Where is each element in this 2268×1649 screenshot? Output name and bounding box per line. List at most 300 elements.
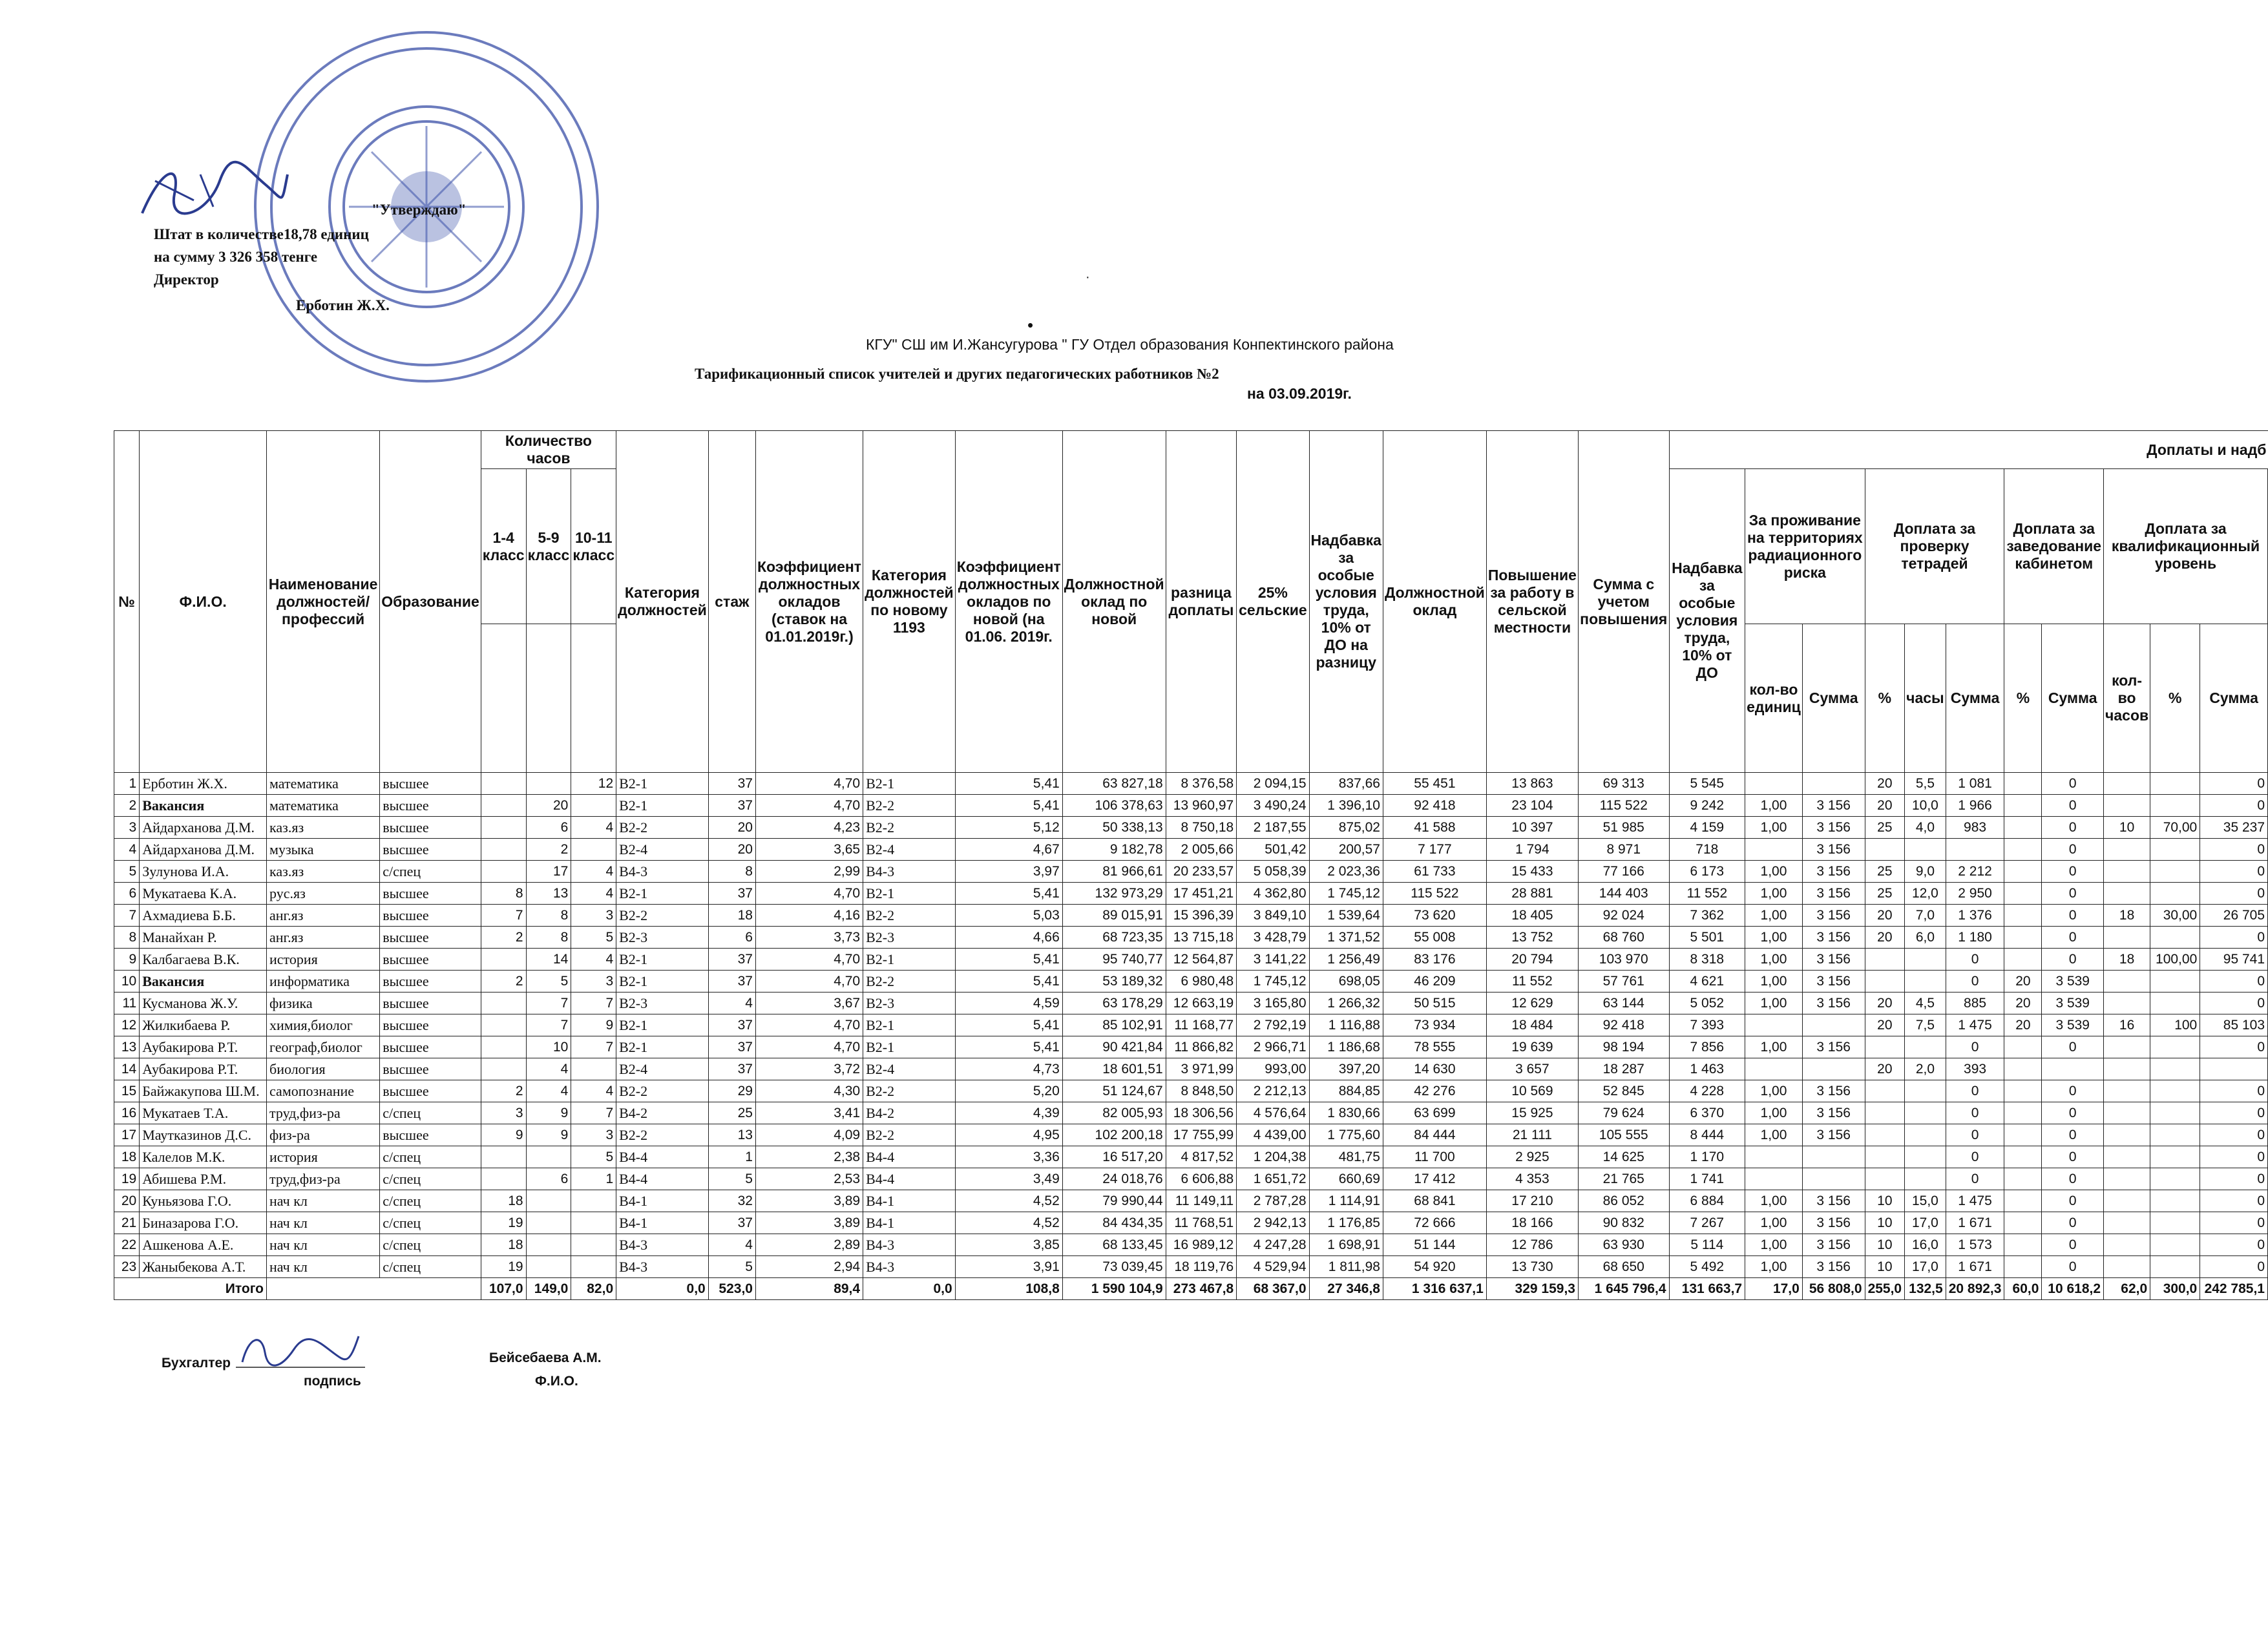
education-cell: с/спец [380, 1234, 481, 1256]
salary-new-cell: 63 178,29 [1062, 993, 1166, 1014]
rural-raise-cell: 10 397 [1486, 817, 1578, 839]
notebook-pct-cell: 10 [1865, 1256, 1905, 1278]
special-diff-cell: 1 396,10 [1309, 795, 1383, 817]
teacher-name: Ахмадиева Б.Б. [140, 905, 267, 927]
qual-sum-cell: 0 [2200, 1036, 2268, 1058]
rad-units-cell: 1,00 [1745, 817, 1803, 839]
rural-25-cell: 2 787,28 [1237, 1190, 1309, 1212]
notebook-pct-cell: 20 [1865, 993, 1905, 1014]
position-cell: нач кл [267, 1190, 380, 1212]
notebook-hours-cell: 6,0 [1905, 927, 1946, 949]
hours-5-9-cell: 9 [526, 1102, 571, 1124]
rad-sum-cell: 3 156 [1802, 839, 1865, 861]
special-diff-cell: 200,57 [1309, 839, 1383, 861]
rural-25-cell: 4 247,28 [1237, 1234, 1309, 1256]
cabinet-pct-cell [2004, 1124, 2042, 1146]
row-number: 23 [114, 1256, 140, 1278]
document-date: на 03.09.2019г. [1247, 385, 1352, 402]
table-body [114, 773, 2268, 1300]
notebook-sum-cell: 0 [1946, 971, 2004, 993]
category-new-cell: В2-4 [863, 1058, 956, 1080]
salary-new-cell: 18 601,51 [1062, 1058, 1166, 1080]
notebook-pct-cell [1865, 1168, 1905, 1190]
total-rural-raise: 329 159,3 [1486, 1278, 1578, 1300]
sum-raise-cell: 105 555 [1578, 1124, 1669, 1146]
col-hours-group: Количество часов [481, 431, 616, 469]
experience-cell: 6 [708, 927, 755, 949]
col-qualification: Доплата за квалификационный уровень [2104, 469, 2268, 624]
sum-raise-cell: 68 650 [1578, 1256, 1669, 1278]
notebook-hours-cell: 7,0 [1905, 905, 1946, 927]
special-diff-cell: 875,02 [1309, 817, 1383, 839]
category-new-cell: В2-2 [863, 817, 956, 839]
cabinet-sum-cell: 3 539 [2042, 1014, 2104, 1036]
notebook-hours-cell: 16,0 [1905, 1234, 1946, 1256]
qual-hours-cell [2104, 773, 2150, 795]
total-category: 0,0 [616, 1278, 709, 1300]
notebook-pct-cell [1865, 1102, 1905, 1124]
notebook-pct-cell: 25 [1865, 861, 1905, 883]
category-cell: В2-2 [616, 905, 709, 927]
sum-raise-cell: 90 832 [1578, 1212, 1669, 1234]
sum-raise-cell: 18 287 [1578, 1058, 1669, 1080]
coef-new-cell: 5,41 [955, 1036, 1062, 1058]
rural-25-cell: 3 490,24 [1237, 795, 1309, 817]
notebook-sum-cell: 393 [1946, 1058, 2004, 1080]
coef-old-cell: 4,70 [755, 1036, 863, 1058]
qual-sum-cell: 0 [2200, 927, 2268, 949]
total-notebook-sum: 20 892,3 [1946, 1278, 2004, 1300]
position-cell: нач кл [267, 1234, 380, 1256]
hours-10-11-cell [571, 795, 616, 817]
qual-pct-cell [2150, 1168, 2200, 1190]
rad-sum-cell [1802, 1168, 1865, 1190]
row-number: 22 [114, 1234, 140, 1256]
education-cell: высшее [380, 883, 481, 905]
experience-cell: 5 [708, 1256, 755, 1278]
education-cell: высшее [380, 773, 481, 795]
total-rad-units: 17,0 [1745, 1278, 1803, 1300]
special-cell: 1 463 [1669, 1058, 1745, 1080]
coef-new-cell: 5,41 [955, 1014, 1062, 1036]
cabinet-pct-cell [2004, 1234, 2042, 1256]
coef-old-cell: 4,70 [755, 773, 863, 795]
hours-1-4-cell [481, 993, 526, 1014]
table-row [114, 905, 2268, 927]
cabinet-pct-cell [2004, 1036, 2042, 1058]
hours-1-4-cell [481, 773, 526, 795]
salary-cell: 14 630 [1383, 1058, 1486, 1080]
rural-raise-cell: 11 552 [1486, 971, 1578, 993]
difference-cell: 8 848,50 [1166, 1080, 1237, 1102]
category-cell: В4-4 [616, 1168, 709, 1190]
difference-cell: 11 866,82 [1166, 1036, 1237, 1058]
cabinet-sum-cell: 0 [2042, 1036, 2104, 1058]
rural-raise-cell: 20 794 [1486, 949, 1578, 971]
rural-raise-cell: 19 639 [1486, 1036, 1578, 1058]
total-notebook-pct: 255,0 [1865, 1278, 1905, 1300]
teacher-name: Зулунова И.А. [140, 861, 267, 883]
hours-5-9-cell: 7 [526, 993, 571, 1014]
ink-mark: • [1027, 315, 1034, 335]
salary-cell: 68 841 [1383, 1190, 1486, 1212]
hours-1-4-cell: 18 [481, 1234, 526, 1256]
sum-raise-cell: 144 403 [1578, 883, 1669, 905]
position-cell: географ,биолог [267, 1036, 380, 1058]
col-h14: 1-4 класс [481, 469, 526, 624]
salary-cell: 84 444 [1383, 1124, 1486, 1146]
coef-old-cell: 4,70 [755, 883, 863, 905]
col-cabinet: Доплата за заведование кабинетом [2004, 469, 2104, 624]
qual-hours-cell [2104, 1190, 2150, 1212]
qual-sum-cell: 0 [2200, 839, 2268, 861]
salary-cell: 115 522 [1383, 883, 1486, 905]
table-row [114, 1168, 2268, 1190]
special-diff-cell: 1 176,85 [1309, 1212, 1383, 1234]
rural-25-cell: 2 094,15 [1237, 773, 1309, 795]
qual-sum-cell: 0 [2200, 773, 2268, 795]
salary-new-cell: 68 133,45 [1062, 1234, 1166, 1256]
coef-new-cell: 4,66 [955, 927, 1062, 949]
teacher-name: Ашкенова А.Е. [140, 1234, 267, 1256]
total-salary-new: 1 590 104,9 [1062, 1278, 1166, 1300]
coef-old-cell: 2,53 [755, 1168, 863, 1190]
qual-pct-cell [2150, 1058, 2200, 1080]
cabinet-sum-cell: 0 [2042, 773, 2104, 795]
hours-10-11-cell: 5 [571, 927, 616, 949]
category-cell: В2-3 [616, 927, 709, 949]
difference-cell: 6 980,48 [1166, 971, 1237, 993]
total-coef-old: 89,4 [755, 1278, 863, 1300]
hours-5-9-cell [526, 773, 571, 795]
salary-cell: 55 451 [1383, 773, 1486, 795]
qual-sum-cell: 0 [2200, 1146, 2268, 1168]
rural-raise-cell: 18 484 [1486, 1014, 1578, 1036]
hours-5-9-cell: 9 [526, 1124, 571, 1146]
rural-25-cell: 1 651,72 [1237, 1168, 1309, 1190]
coef-old-cell: 3,65 [755, 839, 863, 861]
experience-cell: 37 [708, 1036, 755, 1058]
col-salary: Должностной оклад [1383, 431, 1486, 773]
salary-cell: 61 733 [1383, 861, 1486, 883]
hours-1-4-cell [481, 817, 526, 839]
coef-old-cell: 2,38 [755, 1146, 863, 1168]
table-row [114, 817, 2268, 839]
rad-units-cell: 1,00 [1745, 1080, 1803, 1102]
qual-pct-cell [2150, 971, 2200, 993]
salary-cell: 72 666 [1383, 1212, 1486, 1234]
qual-pct-cell [2150, 1146, 2200, 1168]
table-row [114, 773, 2268, 795]
rural-25-cell: 2 966,71 [1237, 1036, 1309, 1058]
rural-raise-cell: 2 925 [1486, 1146, 1578, 1168]
table-row [114, 795, 2268, 817]
experience-cell: 18 [708, 905, 755, 927]
education-cell: высшее [380, 905, 481, 927]
education-cell: высшее [380, 1014, 481, 1036]
cabinet-sum-cell: 3 539 [2042, 971, 2104, 993]
accountant-label: Бухгалтер [162, 1356, 231, 1371]
rural-25-cell: 4 362,80 [1237, 883, 1309, 905]
sum-raise-cell: 115 522 [1578, 795, 1669, 817]
qual-hours-cell [2104, 993, 2150, 1014]
category-cell: В2-3 [616, 993, 709, 1014]
qual-sum-cell: 95 741 [2200, 949, 2268, 971]
teacher-name: Калелов М.К. [140, 1146, 267, 1168]
salary-cell: 78 555 [1383, 1036, 1486, 1058]
rural-raise-cell: 15 433 [1486, 861, 1578, 883]
difference-cell: 2 005,66 [1166, 839, 1237, 861]
qual-sum-cell: 0 [2200, 1102, 2268, 1124]
coef-new-cell: 4,52 [955, 1212, 1062, 1234]
notebook-sum-cell: 1 081 [1946, 773, 2004, 795]
row-number: 6 [114, 883, 140, 905]
teacher-name: Куньязова Г.О. [140, 1190, 267, 1212]
rural-raise-cell: 13 730 [1486, 1256, 1578, 1278]
category-cell: В4-1 [616, 1190, 709, 1212]
row-number: 7 [114, 905, 140, 927]
special-diff-cell: 1 539,64 [1309, 905, 1383, 927]
qual-sum-cell: 0 [2200, 1124, 2268, 1146]
notebook-hours-cell: 9,0 [1905, 861, 1946, 883]
qual-hours-cell [2104, 1146, 2150, 1168]
cabinet-pct-cell: 20 [2004, 993, 2042, 1014]
salary-new-cell: 68 723,35 [1062, 927, 1166, 949]
rural-25-cell: 2 187,55 [1237, 817, 1309, 839]
col-nb-sum: Сумма [1946, 624, 2004, 773]
sum-raise-cell: 63 930 [1578, 1234, 1669, 1256]
coef-old-cell: 4,70 [755, 949, 863, 971]
special-cell: 9 242 [1669, 795, 1745, 817]
special-diff-cell: 1 811,98 [1309, 1256, 1383, 1278]
rad-sum-cell: 3 156 [1802, 795, 1865, 817]
col-allowances-group: Доплаты и надб [1669, 431, 2267, 469]
salary-new-cell: 90 421,84 [1062, 1036, 1166, 1058]
hours-10-11-cell: 4 [571, 949, 616, 971]
difference-cell: 11 149,11 [1166, 1190, 1237, 1212]
salary-cell: 54 920 [1383, 1256, 1486, 1278]
qual-sum-cell: 0 [2200, 883, 2268, 905]
notebook-pct-cell [1865, 949, 1905, 971]
education-cell: с/спец [380, 1256, 481, 1278]
special-cell: 11 552 [1669, 883, 1745, 905]
coef-old-cell: 3,89 [755, 1212, 863, 1234]
hours-5-9-cell: 4 [526, 1080, 571, 1102]
col-rural-25: 25% сельские [1237, 431, 1309, 773]
col-q-pct: % [2150, 624, 2200, 773]
total-h14: 107,0 [481, 1278, 526, 1300]
category-new-cell: В4-3 [863, 1234, 956, 1256]
rural-raise-cell: 18 405 [1486, 905, 1578, 927]
rural-25-cell: 3 428,79 [1237, 927, 1309, 949]
experience-cell: 4 [708, 1234, 755, 1256]
rad-sum-cell [1802, 1146, 1865, 1168]
total-category-new: 0,0 [863, 1278, 956, 1300]
sum-raise-cell: 77 166 [1578, 861, 1669, 883]
rad-units-cell: 1,00 [1745, 1124, 1803, 1146]
col-education: Образование [380, 431, 481, 773]
qual-pct-cell: 100,00 [2150, 949, 2200, 971]
hours-1-4-cell: 3 [481, 1102, 526, 1124]
category-new-cell: В2-3 [863, 927, 956, 949]
hours-10-11-cell: 4 [571, 861, 616, 883]
position-cell: физ-ра [267, 1124, 380, 1146]
salary-cell: 7 177 [1383, 839, 1486, 861]
rural-raise-cell: 13 863 [1486, 773, 1578, 795]
notebook-sum-cell: 0 [1946, 949, 2004, 971]
notebook-pct-cell [1865, 1036, 1905, 1058]
rural-25-cell: 2 212,13 [1237, 1080, 1309, 1102]
hours-1-4-cell [481, 795, 526, 817]
qual-pct-cell: 100 [2150, 1014, 2200, 1036]
salary-cell: 73 934 [1383, 1014, 1486, 1036]
qual-pct-cell [2150, 1080, 2200, 1102]
category-cell: В4-3 [616, 1234, 709, 1256]
qual-sum-cell: 26 705 [2200, 905, 2268, 927]
special-cell: 4 159 [1669, 817, 1745, 839]
table-row [114, 1102, 2268, 1124]
notebook-sum-cell: 983 [1946, 817, 2004, 839]
sum-raise-cell: 52 845 [1578, 1080, 1669, 1102]
rural-25-cell: 4 439,00 [1237, 1124, 1309, 1146]
education-cell: высшее [380, 927, 481, 949]
salary-new-cell: 102 200,18 [1062, 1124, 1166, 1146]
cabinet-pct-cell [2004, 1146, 2042, 1168]
qual-pct-cell [2150, 993, 2200, 1014]
category-new-cell: В2-2 [863, 905, 956, 927]
qual-hours-cell: 18 [2104, 949, 2150, 971]
education-cell: с/спец [380, 861, 481, 883]
hours-5-9-cell [526, 1190, 571, 1212]
category-new-cell: В2-1 [863, 1014, 956, 1036]
hours-10-11-cell [571, 1212, 616, 1234]
coef-old-cell: 3,41 [755, 1102, 863, 1124]
col-radiation: За проживание на территориях радиационного риска [1745, 469, 1865, 624]
notebook-sum-cell: 1 966 [1946, 795, 2004, 817]
category-cell: В4-2 [616, 1102, 709, 1124]
total-cabinet-sum: 10 618,2 [2042, 1278, 2104, 1300]
hours-1-4-cell: 19 [481, 1212, 526, 1234]
cabinet-sum-cell: 0 [2042, 883, 2104, 905]
notebook-hours-cell: 4,5 [1905, 993, 1946, 1014]
teacher-name: Мукатаева К.А. [140, 883, 267, 905]
table-row [114, 1146, 2268, 1168]
salary-new-cell: 85 102,91 [1062, 1014, 1166, 1036]
col-nb-hours: часы [1905, 624, 1946, 773]
hours-10-11-cell: 3 [571, 971, 616, 993]
coef-old-cell: 4,16 [755, 905, 863, 927]
rad-units-cell: 1,00 [1745, 883, 1803, 905]
rural-25-cell: 2 792,19 [1237, 1014, 1309, 1036]
hours-10-11-cell [571, 1256, 616, 1278]
category-new-cell: В4-2 [863, 1102, 956, 1124]
education-cell: высшее [380, 1080, 481, 1102]
hours-10-11-cell: 4 [571, 817, 616, 839]
rad-units-cell: 1,00 [1745, 1102, 1803, 1124]
rad-units-cell: 1,00 [1745, 905, 1803, 927]
total-special: 131 663,7 [1669, 1278, 1745, 1300]
rural-25-cell: 1 745,12 [1237, 971, 1309, 993]
total-empty [267, 1278, 481, 1300]
special-cell: 1 741 [1669, 1168, 1745, 1190]
organization-name: КГУ" СШ им И.Жансугурова " ГУ Отдел образования Конпектинского района [866, 336, 1394, 353]
ink-mark: · [1086, 270, 1090, 284]
qual-pct-cell [2150, 883, 2200, 905]
hours-10-11-cell: 9 [571, 1014, 616, 1036]
teacher-name: Айдарханова Д.М. [140, 817, 267, 839]
rad-sum-cell: 3 156 [1802, 1102, 1865, 1124]
row-number: 18 [114, 1146, 140, 1168]
category-new-cell: В2-2 [863, 1124, 956, 1146]
teacher-name: Маутказинов Д.С. [140, 1124, 267, 1146]
rad-sum-cell: 3 156 [1802, 927, 1865, 949]
rural-raise-cell: 12 629 [1486, 993, 1578, 1014]
special-diff-cell: 1 256,49 [1309, 949, 1383, 971]
coef-old-cell: 4,09 [755, 1124, 863, 1146]
cabinet-sum-cell: 0 [2042, 1234, 2104, 1256]
hours-1-4-cell: 9 [481, 1124, 526, 1146]
hours-10-11-cell [571, 1058, 616, 1080]
coef-old-cell: 4,30 [755, 1080, 863, 1102]
category-cell: В2-1 [616, 795, 709, 817]
rad-units-cell [1745, 839, 1803, 861]
position-cell: каз.яз [267, 817, 380, 839]
coef-new-cell: 4,95 [955, 1124, 1062, 1146]
hours-10-11-cell [571, 1190, 616, 1212]
notebook-pct-cell: 25 [1865, 817, 1905, 839]
notebook-hours-cell: 10,0 [1905, 795, 1946, 817]
qual-sum-cell: 0 [2200, 993, 2268, 1014]
table-row [114, 1124, 2268, 1146]
coef-old-cell: 2,89 [755, 1234, 863, 1256]
teacher-name: Абишева Р.М. [140, 1168, 267, 1190]
qual-hours-cell [2104, 1234, 2150, 1256]
col-special: Надбавка за особые условия труда, 10% от ДО [1669, 469, 1745, 773]
cabinet-sum-cell: 0 [2042, 1256, 2104, 1278]
sum-raise-cell: 14 625 [1578, 1146, 1669, 1168]
notebook-hours-cell [1905, 1146, 1946, 1168]
accountant-signature [236, 1330, 365, 1375]
hours-1-4-cell [481, 1168, 526, 1190]
rad-units-cell [1745, 1168, 1803, 1190]
hours-5-9-cell: 14 [526, 949, 571, 971]
special-cell: 5 114 [1669, 1234, 1745, 1256]
category-new-cell: В2-3 [863, 993, 956, 1014]
category-cell: В4-3 [616, 861, 709, 883]
row-number: 20 [114, 1190, 140, 1212]
rural-25-cell: 1 204,38 [1237, 1146, 1309, 1168]
table-row [114, 1014, 2268, 1036]
hours-10-11-cell: 12 [571, 773, 616, 795]
document-title: Тарификационный список учителей и других педагогических работников №2 [695, 366, 1219, 382]
total-rural-25: 68 367,0 [1237, 1278, 1309, 1300]
notebook-sum-cell: 1 475 [1946, 1190, 2004, 1212]
rad-sum-cell [1802, 773, 1865, 795]
hours-5-9-cell: 2 [526, 839, 571, 861]
col-difference: разница доплаты [1166, 431, 1237, 773]
cabinet-sum-cell [2042, 1058, 2104, 1080]
hours-10-11-cell [571, 1234, 616, 1256]
hours-10-11-cell [571, 839, 616, 861]
notebook-pct-cell: 10 [1865, 1190, 1905, 1212]
category-new-cell: В2-4 [863, 839, 956, 861]
qual-pct-cell [2150, 795, 2200, 817]
cabinet-sum-cell: 0 [2042, 1146, 2104, 1168]
cabinet-sum-cell: 0 [2042, 839, 2104, 861]
sum-raise-cell: 68 760 [1578, 927, 1669, 949]
rad-units-cell: 1,00 [1745, 1256, 1803, 1278]
sum-raise-cell: 86 052 [1578, 1190, 1669, 1212]
